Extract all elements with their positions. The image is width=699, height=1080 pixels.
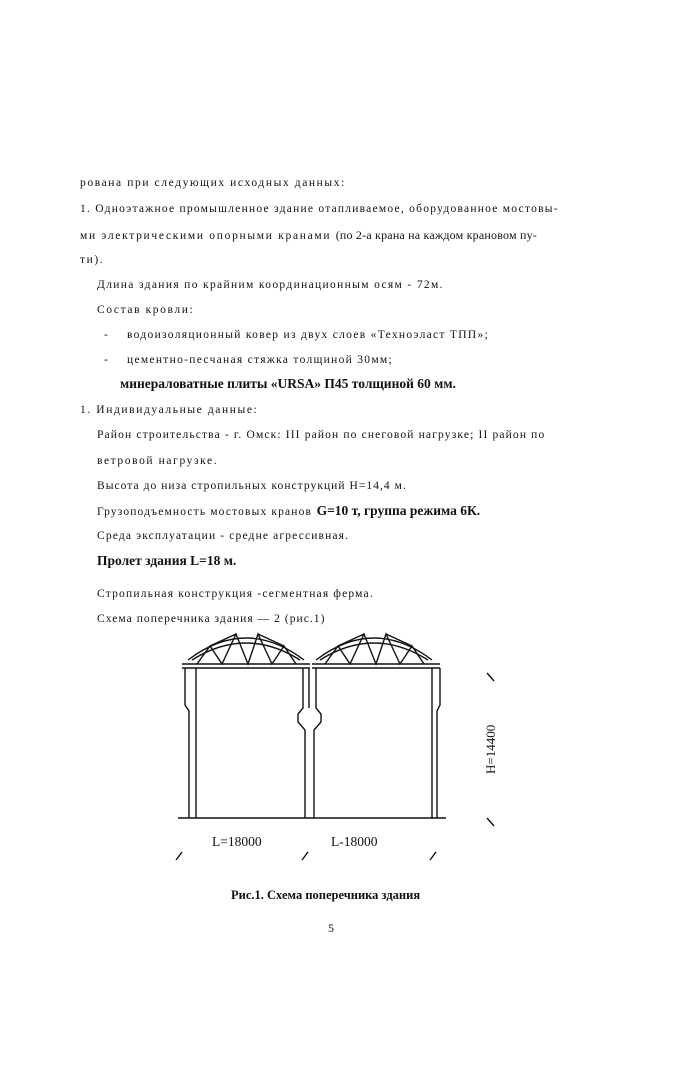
page-number: 5: [328, 921, 334, 935]
text-line-10: 1. Индивидуальные данные:: [80, 404, 259, 416]
text-line-17: Стропильная конструкция -сегментная ферма.: [97, 588, 374, 600]
axis-tick-3: [430, 852, 436, 860]
truss-2: [312, 634, 440, 668]
height-tick-top: [487, 673, 494, 681]
text-line-15: Среда эксплуатации - средне агрессивная.: [97, 530, 350, 542]
span-1-label: L=18000: [212, 834, 262, 849]
text-line-13: Высота до низа стропильных конструкций H=14,4 м.: [97, 480, 407, 492]
text-line-9: минераловатные плиты «URSA» П45 толщиной 60 мм.: [120, 376, 456, 391]
text-line-7: водоизоляционный ковер из двух слоев «Техноэласт ТПП»;: [127, 329, 490, 341]
truss-1: [182, 634, 310, 668]
text-line-3b: (по 2-а крана на каждом крановом пу-: [335, 228, 537, 242]
right-column: [432, 668, 440, 818]
text-line-6: Состав кровли:: [97, 304, 195, 316]
text-line-11: Район строительства - г. Омск: III район по снеговой нагрузке; II район по: [97, 429, 546, 441]
text-line-16: Пролет здания L=18 м.: [97, 553, 237, 568]
bullet-2: -: [104, 354, 110, 366]
middle-column: [298, 668, 321, 818]
text-line-2: 1. Одноэтажное промышленное здание отапливаемое, оборудованное мостовы-: [80, 203, 559, 215]
left-column: [185, 668, 196, 818]
text-line-14b: G=10 т, группа режима 6К.: [316, 503, 481, 518]
text-line-18: Схема поперечника здания — 2 (рис.1): [97, 613, 326, 625]
text-line-12: ветровой нагрузке.: [97, 455, 219, 467]
text-line-14a: Грузоподъемность мостовых кранов: [97, 506, 313, 518]
text-line-1: рована при следующих исходных данных:: [80, 177, 346, 189]
axis-tick-2: [302, 852, 308, 860]
axis-tick-1: [176, 852, 182, 860]
height-tick-bottom: [487, 818, 494, 826]
text-line-5: Длина здания по крайним координационным осям - 72м.: [97, 279, 444, 291]
span-2-label: L-18000: [331, 834, 378, 849]
text-line-8: цементно-песчаная стяжка толщиной 30мм;: [127, 354, 393, 366]
figure-caption: Рис.1. Схема поперечника здания: [231, 888, 421, 902]
text-line-4: ти).: [80, 254, 105, 266]
bullet-1: -: [104, 329, 110, 341]
height-label: H=14400: [483, 724, 498, 774]
text-line-3a: ми электрическими опорными кранами: [80, 230, 332, 242]
